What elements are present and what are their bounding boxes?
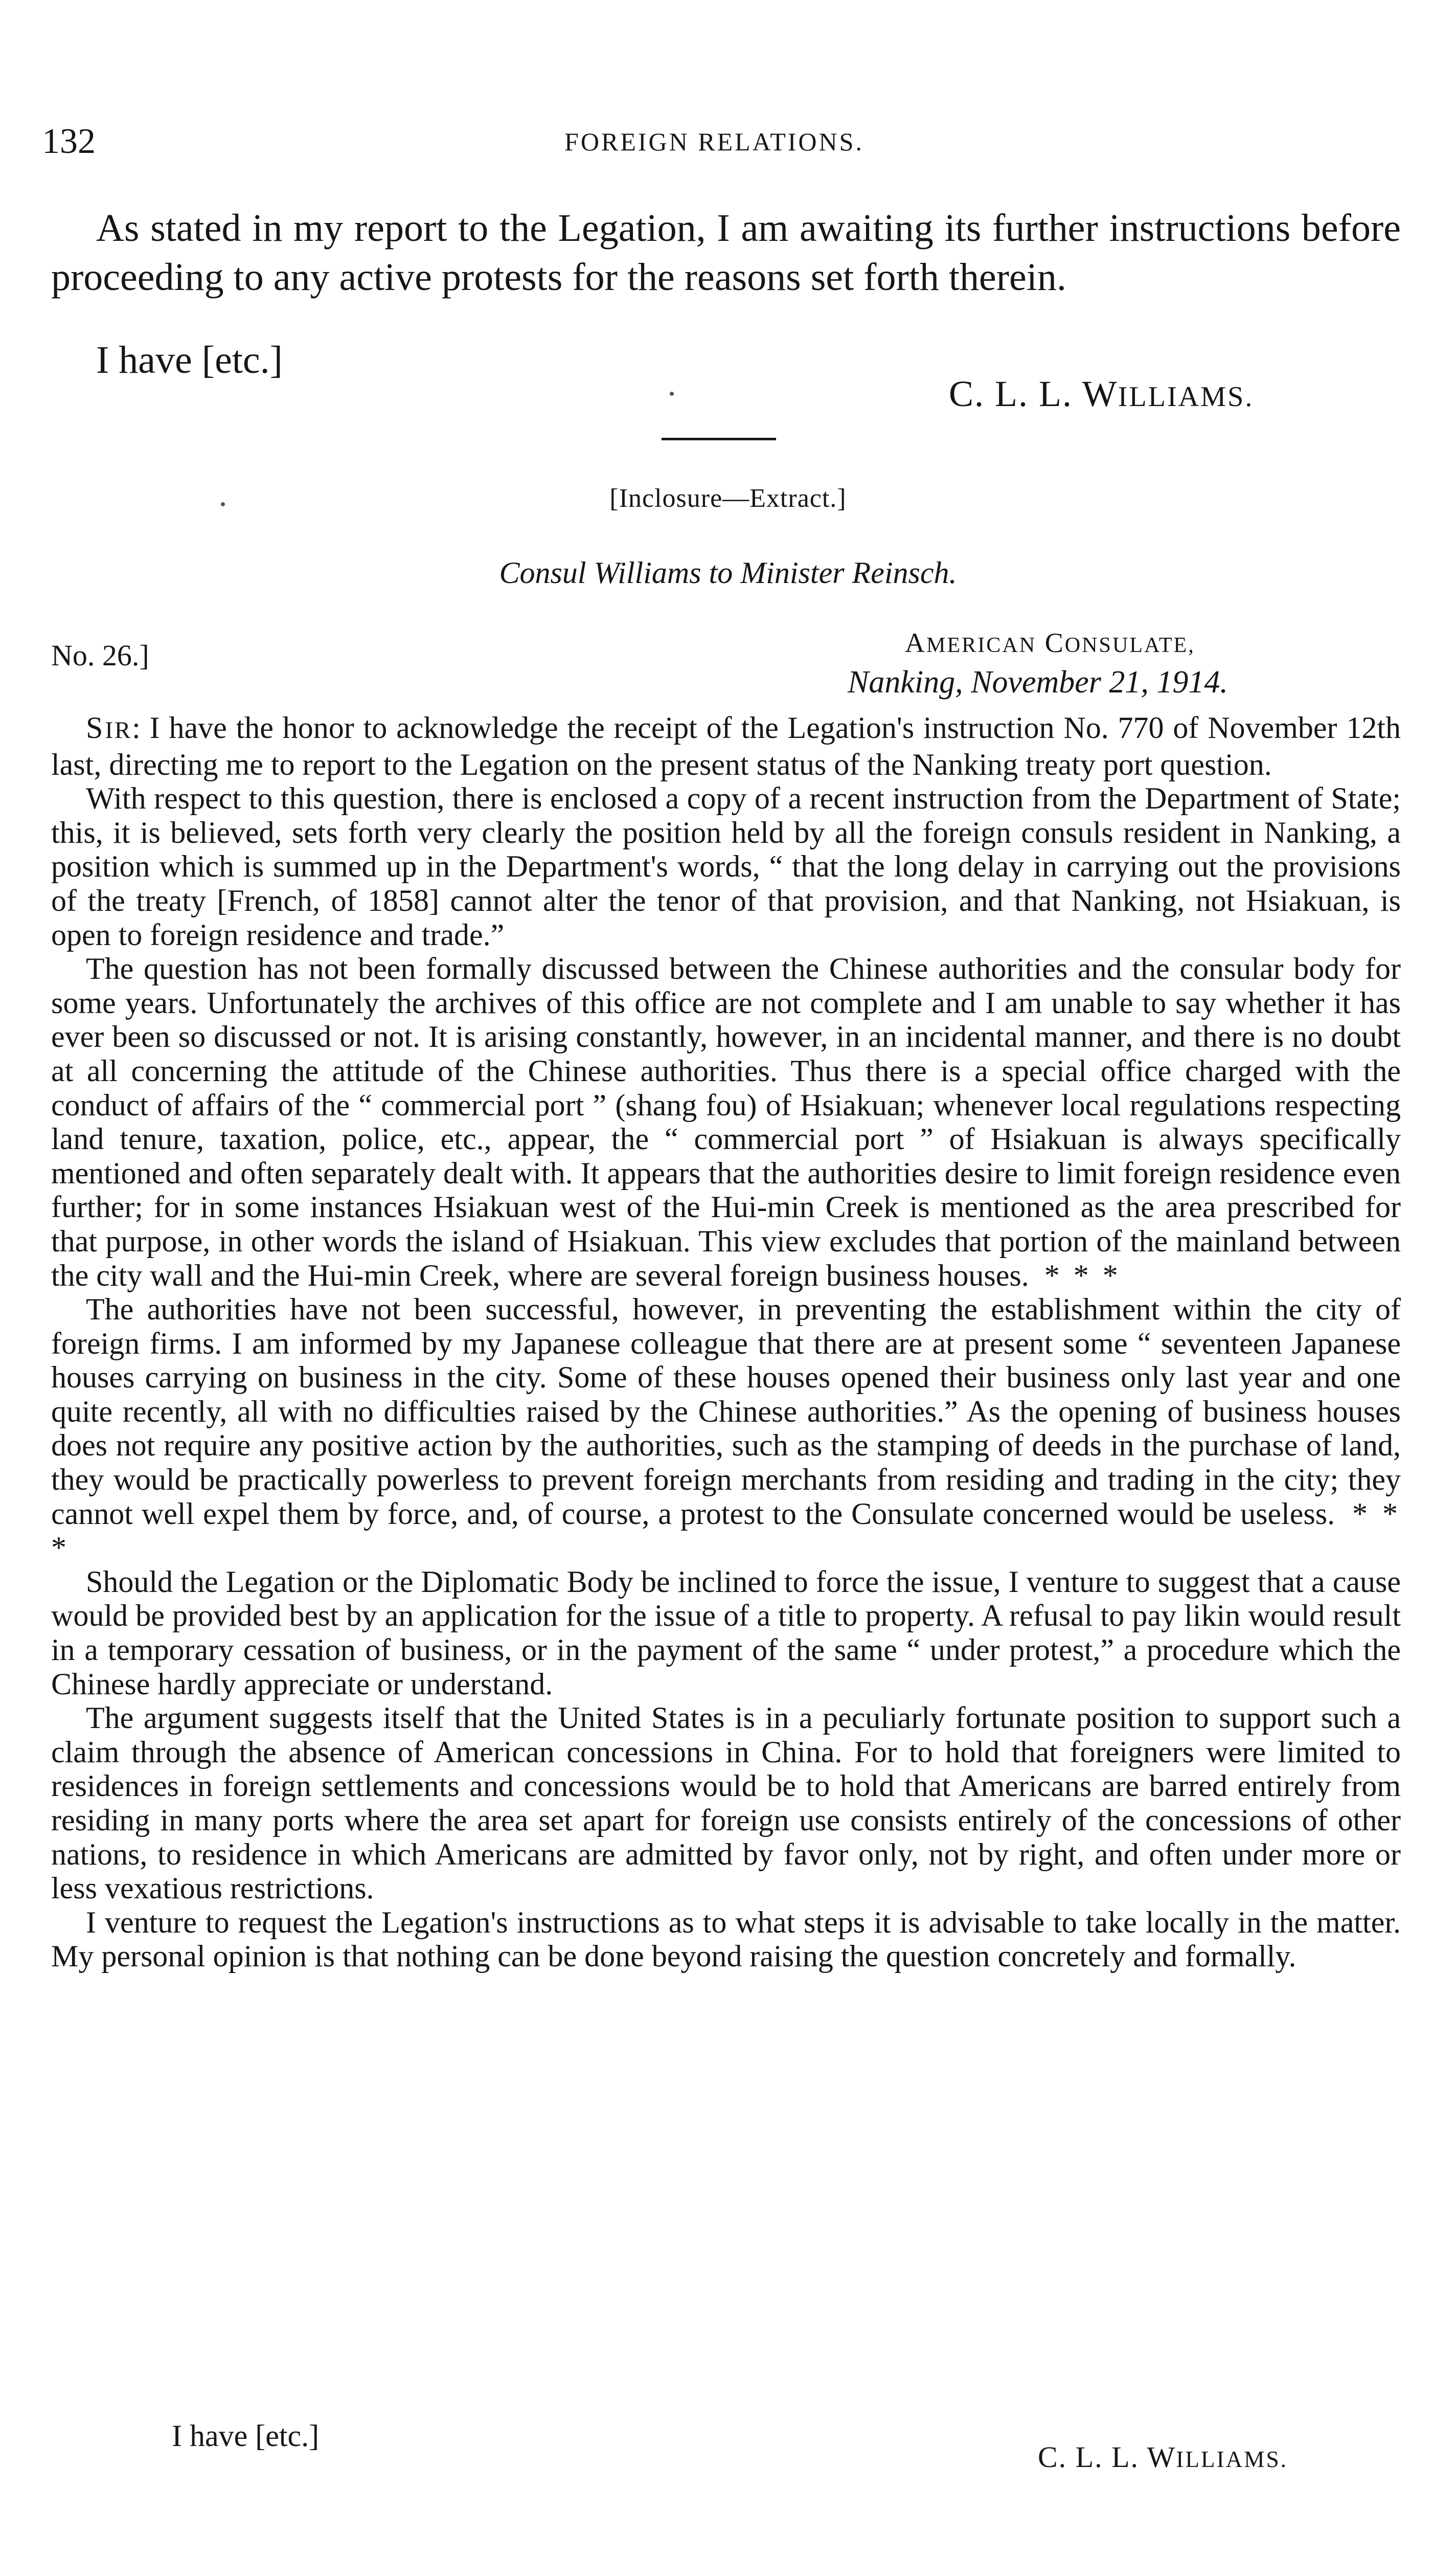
salutation-rest: IR <box>105 717 132 744</box>
running-title: FOREIGN RELATIONS. <box>564 127 864 156</box>
letter-paragraph <box>51 1292 1401 1565</box>
letter-paragraph <box>51 952 1401 1292</box>
paragraph-text: The question has not been formally discussed between the Chinese authorities and the consular body for some years. Unfortunately the archives of this office are not complete and I am unable to say whether it has ever been so discussed or not. It is arising constantly, however, in an incidental manner, and there is no doubt at all concerning the attitude of the Chinese authorities. Thus there is a special office charged with the conduct of affairs of the “ commercial port ” (shang fou) of Hsiakuan; whenever local regulations respecting land tenure, taxation, police, etc., appear, the “ commercial port ” of Hsiakuan is always specifically mentioned and often separately dealt with. It appears that the authorities desire to limit foreign residence even further; for in some instances Hsiakuan west of the Hui-min Creek is mentioned as the area prescribed for that purpose, in other words the island of Hsiakuan. This view excludes that portion of the mainland between the city wall and the Hui-min Creek, where are several foreign business houses. <box>51 952 1401 1292</box>
letter-paragraph: With respect to this question, there is enclosed a copy of a recent instruction from the Department of State; this, it is believed, sets forth very clearly the position held by all the foreign consuls resident in Nanking, a position which is summed up in the Department's words, “ that the long delay in carrying out the provisions of the treaty [French, of 1858] cannot alter the tenor of that provision, and that Nanking, not Hsiakuan, is open to foreign residence and trade.” <box>51 781 1401 952</box>
letter-signature-rest: ILLIAMS. <box>1176 2447 1288 2472</box>
dateline: Nanking, November 21, 1914. <box>848 665 1228 700</box>
salutation-initial: S <box>86 711 105 745</box>
page-number: 132 <box>42 122 96 161</box>
letter-heading: Consul Williams to Minister Reinsch. <box>499 556 957 590</box>
letter-paragraph <box>51 711 1401 781</box>
consulate-address-initial-a: A <box>905 627 926 658</box>
print-speck <box>670 392 674 396</box>
letter-paragraph: The argument suggests itself that the United States is in a peculiarly fortunate position to support such a claim through the absence of American concessions in China. For to hold that foreigners were limited to residences in foreign settlements and concessions would be to hold that Americans are barred entirely from residing in many ports where the area set apart for foreign use consists entirely of the concessions of other nations, to residence in which Americans are admitted by favor only, not by right, and often under more or less vexatious restrictions. <box>51 1701 1401 1905</box>
opening-signature-initials: C. L. L. W <box>949 373 1118 414</box>
salutation <box>86 711 132 745</box>
opening-text: As stated in my report to the Legation, I am awaiting its further instructions before proceeding to any active protests for the reasons set forth therein. <box>51 207 1401 299</box>
inclosure-label: [Inclosure—Extract.] <box>609 484 847 513</box>
opening-paragraph <box>51 204 1401 302</box>
ellipsis-stars: * * * <box>1044 1258 1121 1292</box>
letter-body <box>51 711 1401 1973</box>
ellipsis-stars: * * * <box>51 1496 1401 1565</box>
section-divider <box>662 438 776 440</box>
opening-signature <box>949 369 1254 421</box>
consulate-address-initial-b: C <box>1044 627 1065 658</box>
consulate-address-word-a: MERICAN <box>926 633 1037 657</box>
letter-number: No. 26.] <box>51 639 149 672</box>
paragraph-text: The authorities have not been successful, however, in preventing the establishment within the city of foreign firms. I am informed by my Japanese colleague that there are at present some “ seventeen Japanese houses carrying on business in the city. Some of these houses opened their business only last year and one quite recently, all with no difficulties raised by the Chinese authorities.” As the opening of business houses does not require any positive action by the authorities, such as the stamping of deeds in the purchase of land, they would be practically powerless to prevent foreign merchants from residing and trading in the city; they cannot well expel them by force, and, of course, a protest to the Consulate concerned would be useless. <box>51 1292 1401 1531</box>
running-head <box>42 119 1386 165</box>
consulate-address <box>905 625 1195 663</box>
letter-closing: I have [etc.] <box>172 2419 320 2453</box>
opening-closing: I have [etc.] <box>96 339 283 382</box>
letter-signature-initials: C. L. L. W <box>1038 2440 1176 2474</box>
paragraph-text: : I have the honor to acknowledge the receipt of the Legation's instruction No. 770 of November 12th last, directing me to report to the Legation on the present status of the Nanking treaty port question. <box>51 711 1401 781</box>
letter-signature <box>1038 2440 1288 2476</box>
consulate-address-word-b: ONSULATE, <box>1064 633 1195 657</box>
letter-paragraph: I venture to request the Legation's instructions as to what steps it is advisable to take locally in the matter. My personal opinion is that nothing can be done beyond raising the question concretely and formally. <box>51 1905 1401 1973</box>
letter-paragraph: Should the Legation or the Diplomatic Body be inclined to force the issue, I venture to suggest that a cause would be provided best by an application for the issue of a title to property. A refusal to pay likin would result in a temporary cessation of business, or in the payment of the same “ under protest,” a procedure which the Chinese hardly appreciate or understand. <box>51 1564 1401 1701</box>
opening-signature-rest: ILLIAMS. <box>1118 381 1254 413</box>
